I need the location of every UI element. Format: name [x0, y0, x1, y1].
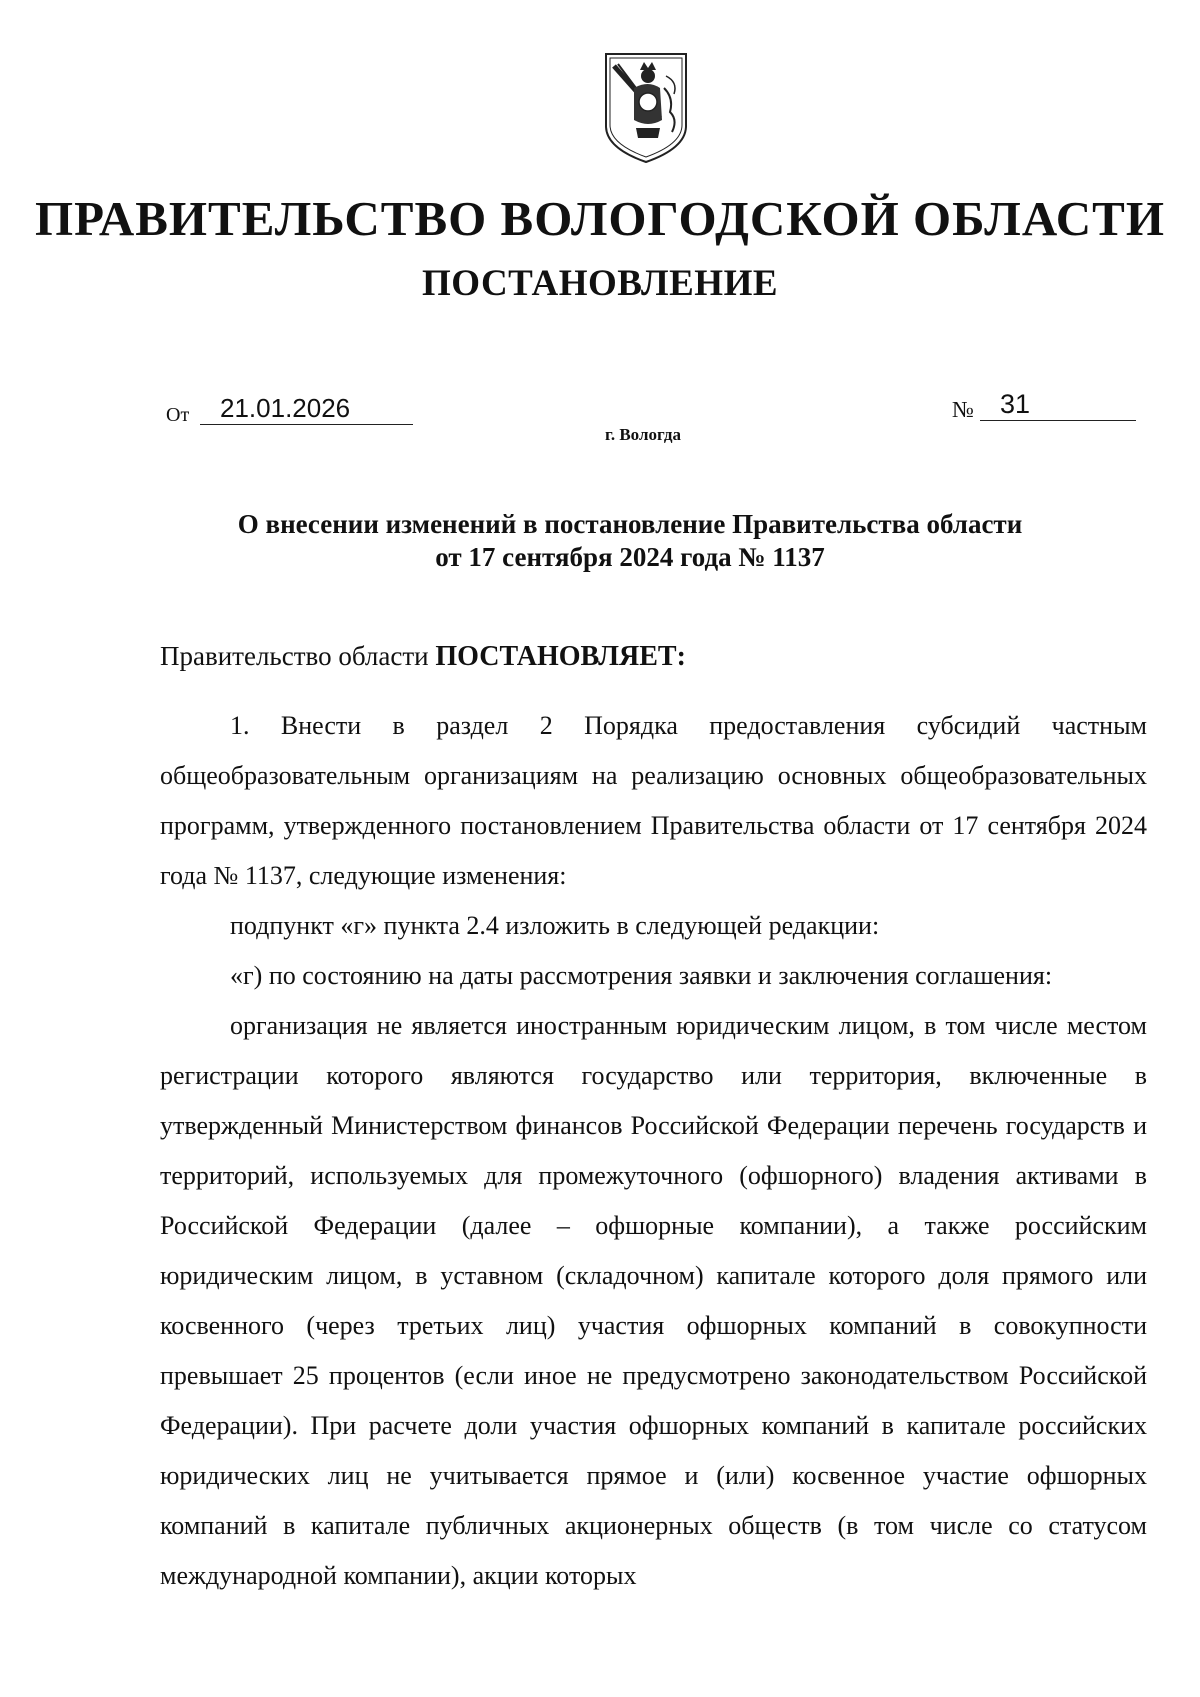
lead-verb: ПОСТАНОВЛЯЕТ:: [435, 641, 686, 672]
document-body: [160, 701, 1147, 1601]
paragraph-2: подпункт «г» пункта 2.4 изложить в следующей редакции:: [230, 911, 880, 940]
number-label: №: [952, 397, 974, 422]
government-title: ПРАВИТЕЛЬСТВО ВОЛОГОДСКОЙ ОБЛАСТИ: [35, 191, 1165, 246]
coat-of-arms-emblem: [600, 48, 692, 168]
paragraph-4: организация не является иностранным юридическим лицом, в том числе местом регистрации которого являются государство или территория, включенные в утвержденный Министерством финансов Российской Федерации перечень государств и территорий, используемых для промежуточного (офшорного) владения активами в Российской Федерации (далее – офшорные компании), а также российским юридическим лицом, в уставном (складочном) капитале которого доля прямого или косвенного (через третьих лиц) участия офшорных компаний в совокупности превышает 25 процентов (если иное не предусмотрено законодательством Российской Федерации). При расчете доли участия офшорных компаний в капитале российских юридических лиц не учитывается прямое и (или) косвенное участие офшорных компаний в капитале публичных акционерных обществ (в том числе со статусом международной компании), акции которых: [160, 1011, 1147, 1590]
subject-line-2: от 17 сентября 2024 года № 1137: [435, 542, 825, 572]
city: г. Вологда: [605, 425, 681, 444]
document-subject: [140, 508, 1120, 574]
subject-line-1: О внесении изменений в постановление Правительства области: [237, 509, 1023, 539]
resolution-lead: [160, 641, 686, 673]
paragraph-1: 1. Внести в раздел 2 Порядка предоставления субсидий частным общеобразовательным организациям на реализацию основных общеобразовательных программ, утвержденного постановлением Правительства области от 17 сентября 2024 года № 1137, следующие изменения:: [160, 711, 1147, 890]
lead-subject: Правительство области: [160, 641, 429, 671]
date-label: От: [166, 404, 190, 426]
document-type: ПОСТАНОВЛЕНИЕ: [421, 263, 779, 304]
document-date: 21.01.2026: [200, 392, 413, 425]
document-number: 31: [980, 388, 1136, 421]
paragraph-3: «г) по состоянию на даты рассмотрения заявки и заключения соглашения:: [230, 961, 1053, 990]
